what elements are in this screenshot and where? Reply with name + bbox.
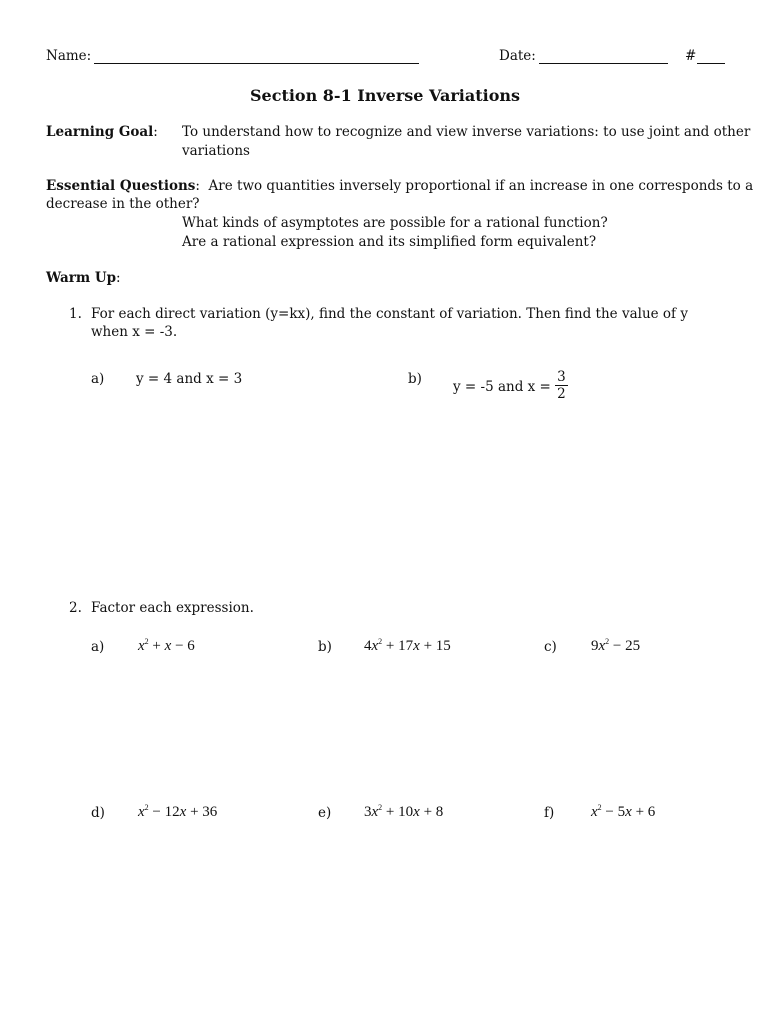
- expression-rest: + 10x + 8: [385, 804, 444, 820]
- learning-goal-heading: [46, 124, 158, 140]
- learning-goal-text-line1: To understand how to recognize and view inverse variations: to use joint and other: [182, 124, 751, 140]
- problem-1b-equation: y = -5 and x =: [453, 379, 551, 395]
- warm-up-label: Warm Up: [46, 270, 117, 286]
- learning-goal-colon: :: [153, 124, 158, 140]
- problem-2d-expression: $x^2 - 12x + 36$: [138, 803, 218, 820]
- learning-goal-label: Learning Goal: [46, 124, 154, 140]
- fraction-denominator: 2: [557, 386, 566, 402]
- problem-2b-expression: $4x^2 + 17x + 15$: [364, 637, 451, 654]
- expression-rest: − 12x + 36: [152, 804, 218, 820]
- problem-2f-expression: $x^2 - 5x + 6$: [591, 803, 656, 820]
- number-label: #: [685, 48, 697, 64]
- essential-question-2: What kinds of asymptotes are possible for a rational function?: [182, 215, 608, 231]
- name-blank[interactable]: [94, 63, 419, 64]
- essential-questions-line1: [46, 178, 753, 194]
- problem-1b-text: [453, 371, 568, 404]
- warm-up-heading: [46, 270, 121, 286]
- essential-question-1-cont: decrease in the other?: [46, 196, 200, 212]
- problem-2a-label: a): [91, 639, 105, 655]
- expression-rest: − 5x + 6: [605, 804, 656, 820]
- expression-rest: + 17x + 15: [385, 638, 451, 654]
- coefficient: 3: [364, 804, 372, 820]
- problem-2c-expression: $9x^2 - 25$: [591, 637, 641, 654]
- problem-2d-label: d): [91, 805, 105, 821]
- date-label: Date:: [499, 48, 536, 64]
- learning-goal-text-line2: variations: [182, 143, 250, 159]
- expression-rest: + x − 6: [152, 638, 195, 654]
- problem-2a-expression: $x^2 + x - 6$: [138, 637, 195, 654]
- expression-rest: − 25: [612, 638, 641, 654]
- problem-2b-label: b): [318, 639, 332, 655]
- coefficient: 9: [591, 638, 599, 654]
- problem-1a-label: a): [91, 371, 105, 387]
- coefficient: 4: [364, 638, 372, 654]
- problem-1-number: 1.: [69, 306, 82, 322]
- essential-question-3: Are a rational expression and its simplified form equivalent?: [182, 234, 597, 250]
- fraction-numerator: 3: [557, 369, 566, 385]
- problem-2e-expression: $3x^2 + 10x + 8$: [364, 803, 444, 820]
- problem-2-instruction: Factor each expression.: [91, 600, 254, 616]
- essential-questions-colon: :: [195, 178, 200, 194]
- problem-2f-label: f): [544, 805, 555, 821]
- problem-2c-label: c): [544, 639, 557, 655]
- page-title: Section 8-1 Inverse Variations: [249, 86, 521, 105]
- problem-1a-text: y = 4 and x = 3: [136, 371, 243, 387]
- essential-question-1: Are two quantities inversely proportional if an increase in one corresponds to a: [208, 178, 754, 194]
- essential-questions-label: Essential Questions: [46, 178, 196, 194]
- date-blank[interactable]: [539, 63, 668, 64]
- problem-2-number: 2.: [69, 600, 82, 616]
- problem-1b-label: b): [408, 371, 422, 387]
- problem-1b-fraction: [555, 369, 568, 402]
- number-blank[interactable]: [697, 63, 725, 64]
- warm-up-colon: :: [116, 270, 121, 286]
- problem-2e-label: e): [318, 805, 332, 821]
- problem-1-text-line1: For each direct variation (y=kx), find the constant of variation. Then find the value of y: [91, 306, 688, 322]
- name-label: Name:: [46, 48, 92, 64]
- problem-1-text-line2: when x = -3.: [91, 324, 178, 340]
